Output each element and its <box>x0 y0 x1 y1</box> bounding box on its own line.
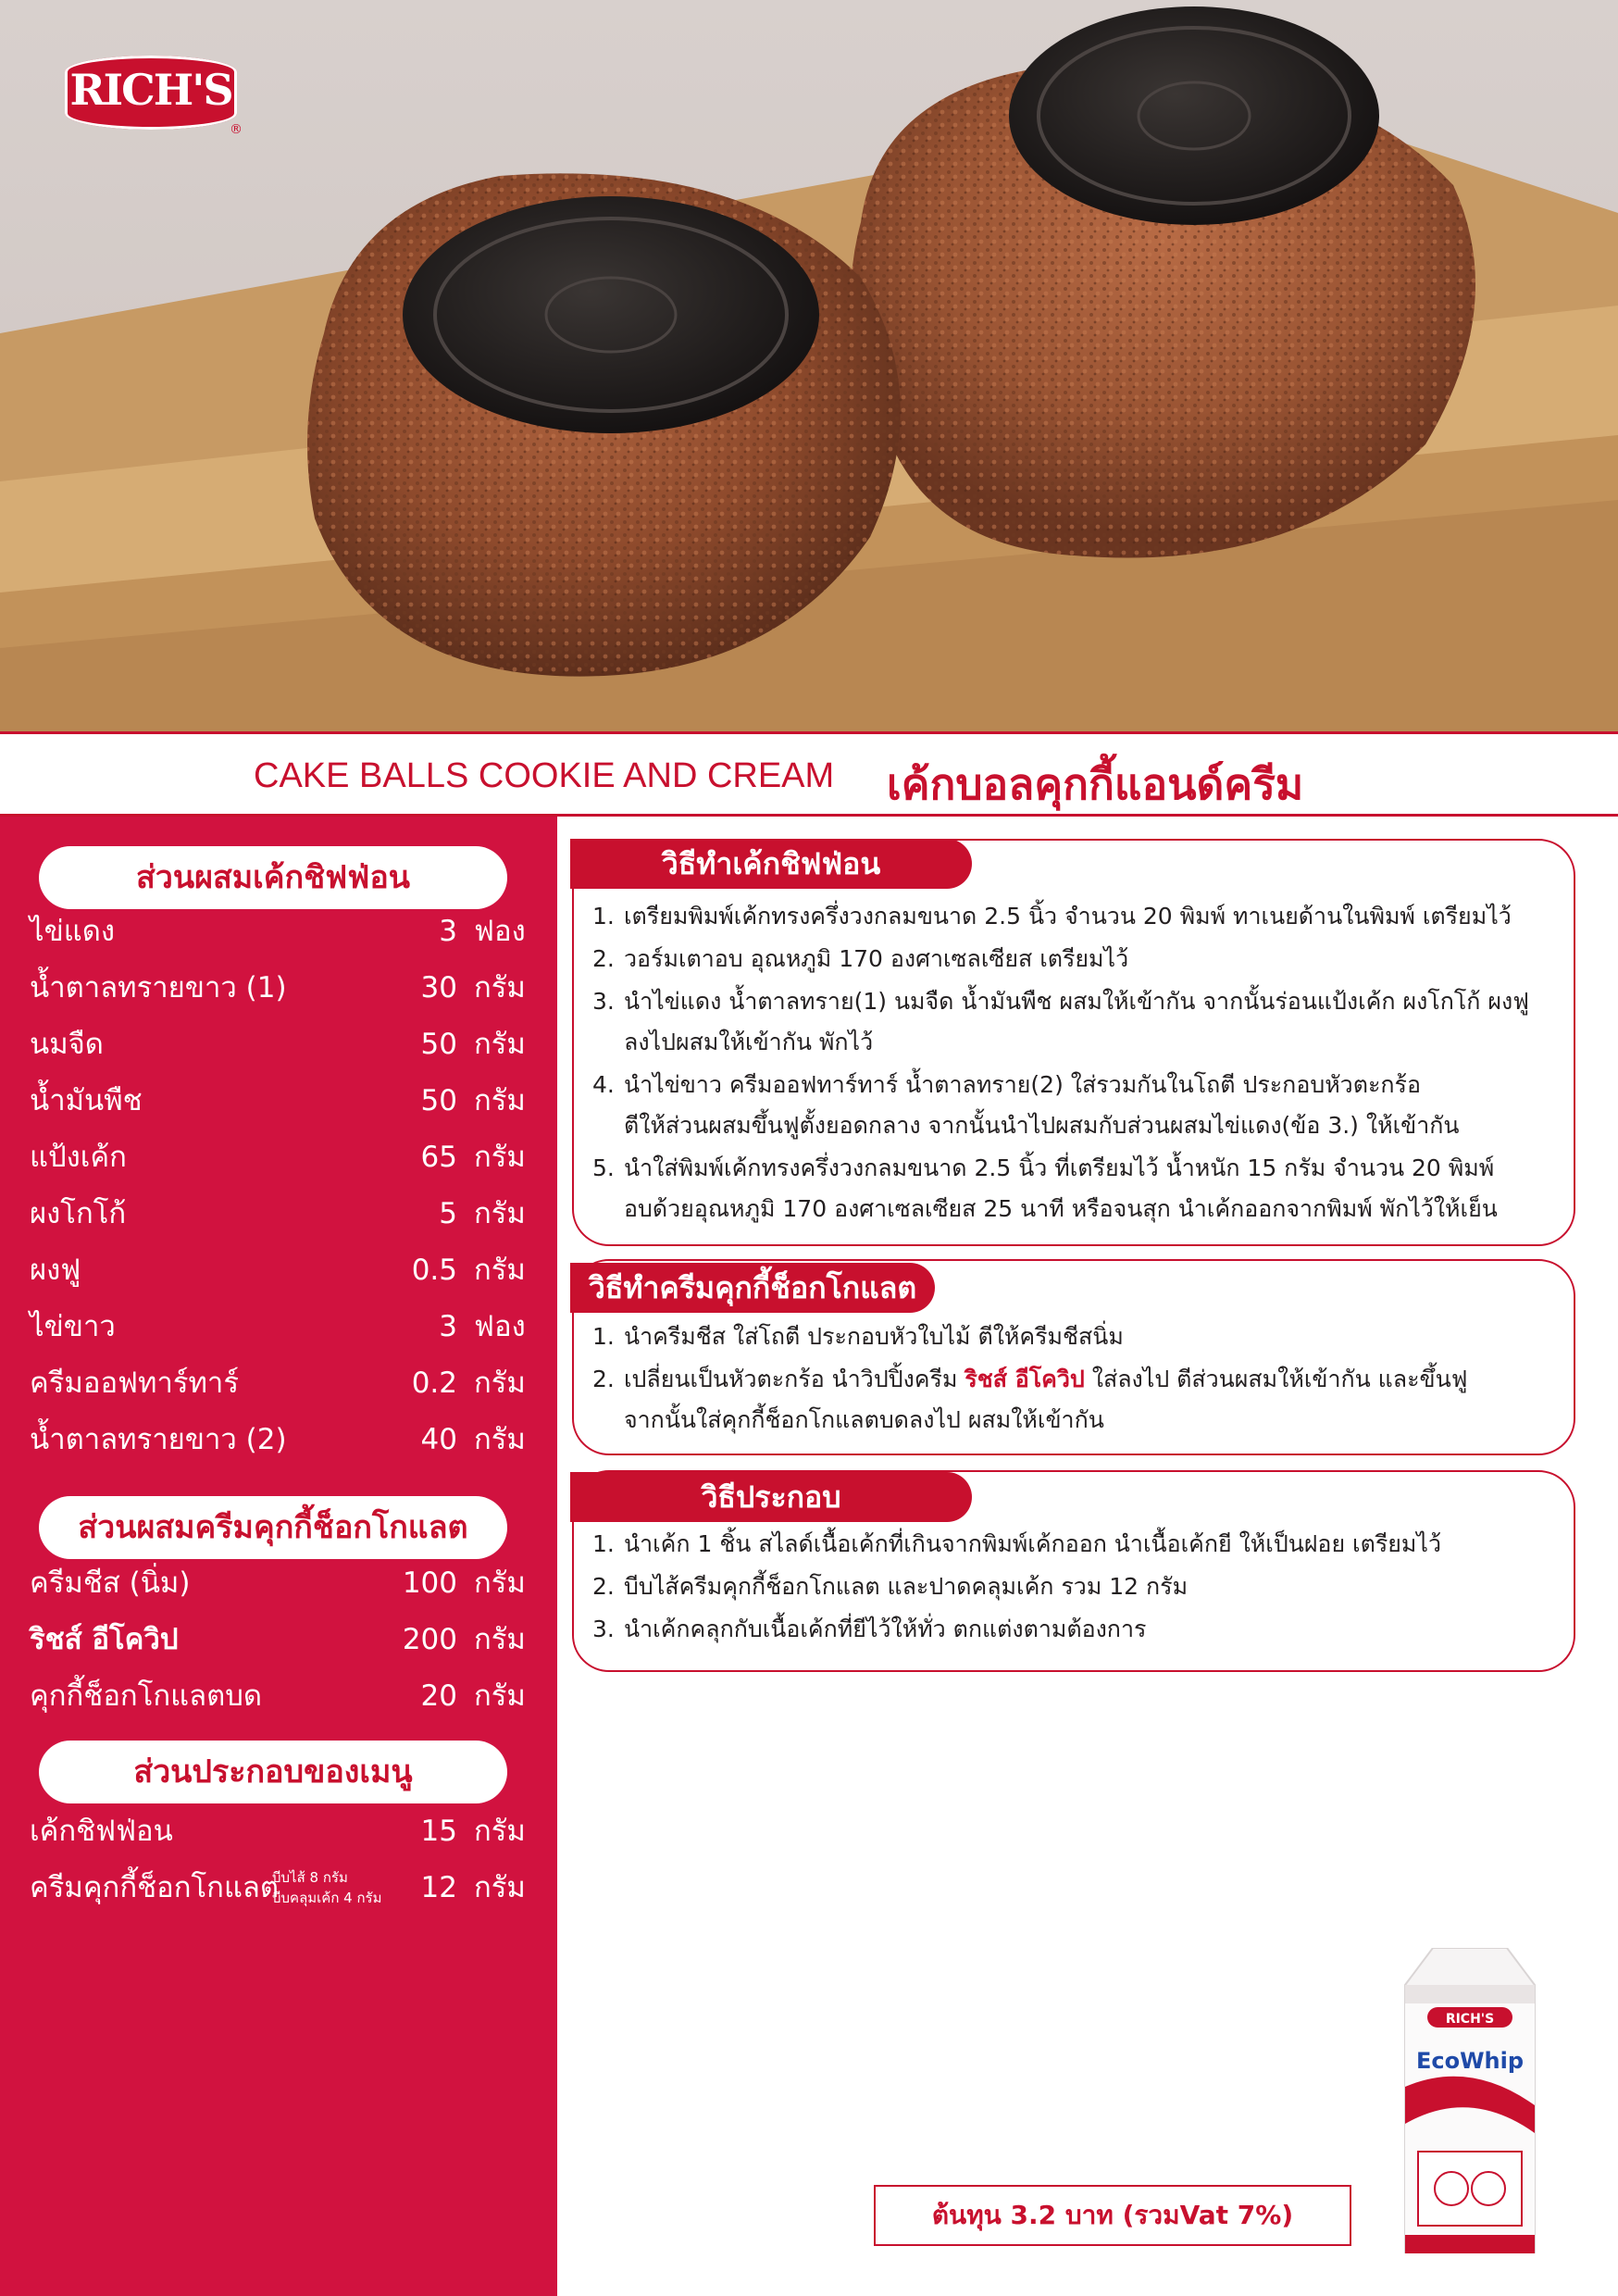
ingredient-row: ไข่ขาว 3 ฟอง <box>30 1310 526 1343</box>
ingredient-row: ครีมชีส (นิ่ม) 100 กรัม <box>30 1566 526 1600</box>
ingredient-row-richs-ecowhip: ริชส์ อีโควิป 200 กรัม <box>30 1623 526 1656</box>
ecowhip-carton-image <box>1396 1948 1544 2253</box>
ingredient-row: น้ำมันพืช 50 กรัม <box>30 1084 526 1117</box>
assembly-method-heading: วิธีประกอบ <box>570 1472 972 1522</box>
carton-name: EcoWhip <box>1415 2048 1525 2074</box>
ingredient-row: ผงฟู 0.5 กรัม <box>30 1254 526 1287</box>
title-bar <box>0 731 1618 817</box>
cream-method-heading: วิธีทำครีมคุกกี้ช็อกโกแลต <box>570 1263 935 1313</box>
hero-photo <box>0 0 1618 731</box>
carton-brand: RICH'S <box>1445 2012 1495 2027</box>
cost-label: ต้นทุน 3.2 บาท (รวมVat 7%) <box>874 2185 1351 2246</box>
ingredient-row: เค้กชิฟฟ่อน 15 กรัม <box>30 1815 526 1848</box>
cream-ingredients-heading: ส่วนผสมครีมคุกกี้ช็อกโกแลต <box>39 1496 507 1559</box>
cake-balls-photo <box>0 0 1618 731</box>
ingredient-row: น้ำตาลทรายขาว (2) 40 กรัม <box>30 1423 526 1456</box>
chiffon-method-heading: วิธีทำเค้กชิฟฟ่อน <box>570 839 972 889</box>
richs-ecowhip-highlight: ริชส์ อีโควิป <box>965 1366 1085 1392</box>
ingredient-row: นมจืด 50 กรัม <box>30 1028 526 1061</box>
chiffon-ingredients-heading: ส่วนผสมเค้กชิฟฟ่อน <box>39 846 507 909</box>
ingredient-row: คุกกี้ช็อกโกแลตบด 20 กรัม <box>30 1679 526 1713</box>
recipe-title-english: CAKE BALLS COOKIE AND CREAM <box>254 756 835 795</box>
recipe-title-thai: เค้กบอลคุกกี้แอนด์ครีม <box>887 759 1304 809</box>
ingredient-row: ไข่แดง 3 ฟอง <box>30 915 526 948</box>
ingredient-row: ครีมออฟทาร์ทาร์ 0.2 กรัม <box>30 1366 526 1400</box>
ingredient-row: แป้งเค้ก 65 กรัม <box>30 1141 526 1174</box>
ingredient-row: น้ำตาลทรายขาว (1) 30 กรัม <box>30 971 526 1004</box>
ingredient-row: ครีมคุกกี้ช็อกโกแลต บีบไส้ 8 กรัม บีบคลุมเค้ก 4 กรัม 12 กรัม <box>30 1869 526 1906</box>
richs-logo: RICH'S ® <box>65 56 241 139</box>
menu-components-heading: ส่วนประกอบของเมนู <box>39 1741 507 1803</box>
ingredient-row: ผงโกโก้ 5 กรัม <box>30 1197 526 1230</box>
portion-note: บีบไส้ 8 กรัม บีบคลุมเค้ก 4 กรัม <box>272 1869 382 1906</box>
